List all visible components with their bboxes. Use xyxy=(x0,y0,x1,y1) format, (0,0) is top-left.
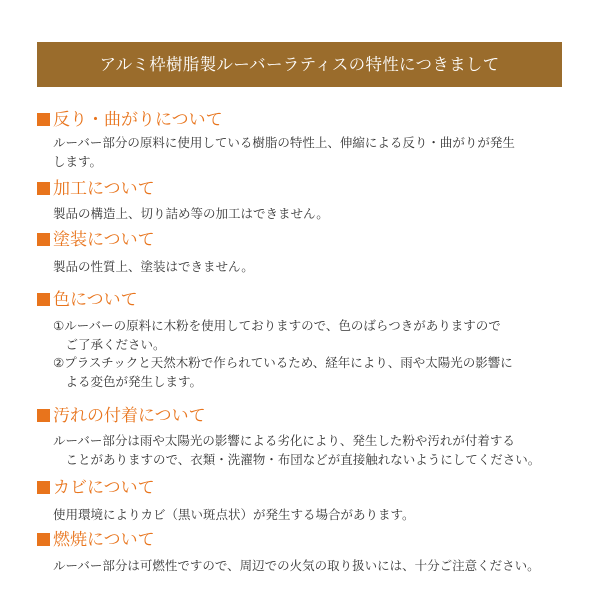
section-heading-color xyxy=(37,290,138,310)
square-bullet-icon xyxy=(37,233,50,246)
square-bullet-icon xyxy=(37,409,50,422)
section-heading-warping xyxy=(37,110,223,130)
body-line: します。 xyxy=(53,153,103,169)
body-line: ことがありますので、衣類・洗濯物・布団などが直接触れないようにしてください。 xyxy=(53,451,541,467)
section-heading-text: カビについて xyxy=(53,478,155,498)
section-body-combustion xyxy=(53,557,540,576)
section-heading-mold xyxy=(37,478,155,498)
square-bullet-icon xyxy=(37,182,50,195)
body-line: ルーバー部分の原料に使用している樹脂の特性上、伸縮による反り・曲がりが発生 xyxy=(53,135,515,150)
section-body-warping xyxy=(53,134,515,171)
body-line: ①ルーバーの原料に木粉を使用しておりますので、色のばらつきがありますので xyxy=(53,318,501,333)
body-line: 製品の性質上、塗装はできません。 xyxy=(53,259,254,274)
section-heading-processing xyxy=(37,179,155,199)
section-heading-combustion xyxy=(37,530,155,550)
section-body-processing xyxy=(53,205,329,224)
body-line: ご了承ください。 xyxy=(53,336,166,352)
body-line: 使用環境によりカビ（黒い斑点状）が発生する場合があります。 xyxy=(53,507,415,522)
section-heading-text: 色について xyxy=(53,290,138,310)
body-line: 製品の構造上、切り詰め等の加工はできません。 xyxy=(53,206,329,221)
section-body-color xyxy=(53,317,513,391)
section-heading-text: 加工について xyxy=(53,179,155,199)
section-body-stains xyxy=(53,432,540,469)
square-bullet-icon xyxy=(37,533,50,546)
body-line: よる変色が発生します。 xyxy=(53,373,203,389)
section-body-mold xyxy=(53,506,415,525)
section-heading-text: 燃焼について xyxy=(53,530,155,550)
body-line: ルーバー部分は雨や太陽光の影響による劣化により、発生した粉や汚れが付着する xyxy=(53,433,515,448)
body-line: ルーバー部分は可燃性ですので、周辺での火気の取り扱いには、十分ご注意ください。 xyxy=(53,558,540,573)
section-heading-painting xyxy=(37,230,155,250)
section-heading-stains xyxy=(37,406,206,426)
section-body-painting xyxy=(53,258,254,277)
square-bullet-icon xyxy=(37,293,50,306)
section-heading-text: 塗装について xyxy=(53,230,155,250)
title-banner: アルミ枠樹脂製ルーバーラティスの特性につきまして xyxy=(37,42,562,87)
section-heading-text: 反り・曲がりについて xyxy=(53,110,223,130)
section-heading-text: 汚れの付着について xyxy=(53,406,206,426)
body-line: ②プラスチックと天然木粉で作られているため、経年により、雨や太陽光の影響に xyxy=(53,355,513,370)
square-bullet-icon xyxy=(37,481,50,494)
square-bullet-icon xyxy=(37,113,50,126)
